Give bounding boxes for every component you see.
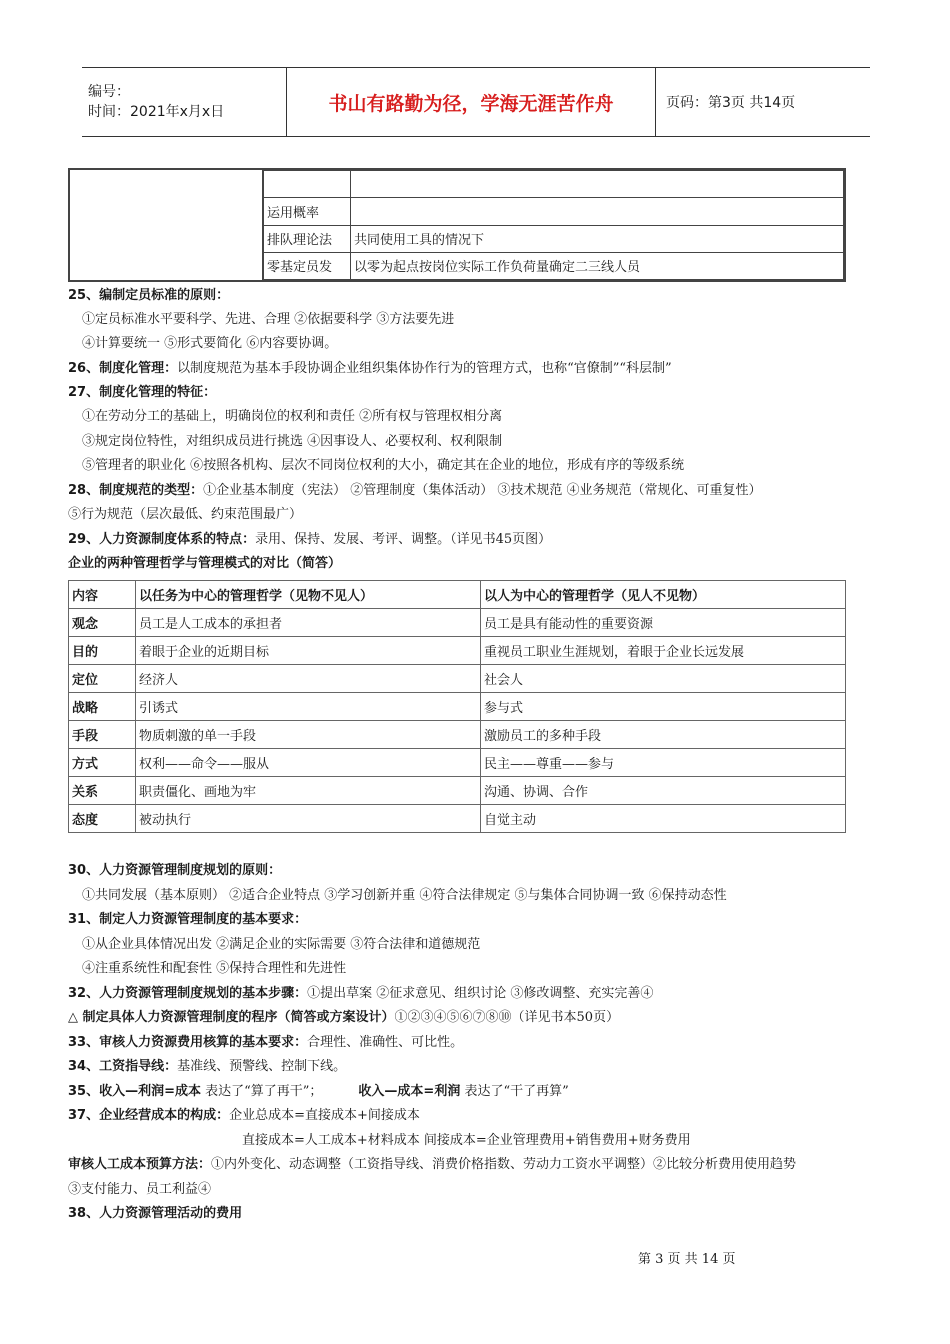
table-header-row — [69, 581, 846, 609]
header-page — [656, 68, 870, 136]
item-27-line3: ⑤管理者的职业化 ⑥按照各机构、层次不同岗位权利的大小，确定其在企业的地位，形成有序的等级系统 — [82, 458, 685, 473]
item-34: 34、工资指导线：基准线、预警线、控制下线。 — [68, 1059, 347, 1074]
table-row: 态度 被动执行 自觉主动 — [69, 805, 846, 833]
item-27-line2: ③规定岗位特性，对组织成员进行挑选 ④因事设人、必要权利、权利限制 — [82, 434, 503, 449]
page-footer: 第 3 页 共 14 页 — [638, 1252, 736, 1267]
staffing-method-table — [68, 168, 846, 282]
item-31-title: 31、制定人力资源管理制度的基本要求： — [68, 912, 308, 927]
item-27-line1: ①在劳动分工的基础上，明确岗位的权利和责任 ②所有权与管理权相分离 — [82, 409, 503, 424]
compare-table-title: 企业的两种管理哲学与管理模式的对比（简答） — [68, 556, 342, 571]
item-25-title: 25、编制定员标准的原则： — [68, 288, 230, 303]
item-33: 33、审核人力资源费用核算的基本要求：合理性、准确性、可比性。 — [68, 1035, 464, 1050]
item-32: 32、人力资源管理制度规划的基本步骤：①提出草案 ②征求意见、组织讨论 ③修改调整、充实完善④ — [68, 986, 654, 1001]
philosophy-compare-table — [68, 580, 846, 833]
table-row — [264, 198, 844, 225]
item-29: 29、人力资源制度体系的特点：录用、保持、发展、考评、调整。（详见书45页图） — [68, 532, 552, 547]
item-35: 35、收入—利润=成本 表达了“算了再干”； 收入—成本=利润 表达了“干了再算” — [68, 1084, 569, 1099]
item-27-title: 27、制度化管理的特征： — [68, 385, 217, 400]
method-desc: 共同使用工具的情况下 — [351, 225, 844, 252]
page-header — [82, 67, 870, 137]
header-left — [82, 68, 287, 136]
table-row: 定位 经济人 社会人 — [69, 665, 846, 693]
header-motto — [287, 68, 656, 136]
date-label: 时间：2021年x月x日 — [88, 104, 225, 120]
table-row — [264, 252, 844, 279]
page-number: 页码：第3页 共14页 — [666, 95, 796, 111]
method-name: 排队理论法 — [264, 225, 351, 252]
method-name — [264, 171, 351, 198]
method-desc — [351, 198, 844, 225]
item-28: 28、制度规范的类型：①企业基本制度（宪法） ②管理制度（集体活动） ③技术规范 ④业务规范（常规化、可重复性） — [68, 483, 762, 498]
table-row: 手段 物质刺激的单一手段 激励员工的多种手段 — [69, 721, 846, 749]
column-header: 内容 — [69, 581, 136, 609]
audit-method-line2: ③支付能力、员工利益④ — [68, 1182, 212, 1197]
method-inner-table — [263, 170, 844, 280]
table-row: 战略 引诱式 参与式 — [69, 693, 846, 721]
table-row: 观念 员工是人工成本的承担者 员工是具有能动性的重要资源 — [69, 609, 846, 637]
item-25-line1: ①定员标准水平要科学、先进、合理 ②依据要科学 ③方法要先进 — [82, 312, 455, 327]
table-row — [264, 171, 844, 198]
column-header: 以任务为中心的管理哲学（见物不见人） — [136, 581, 481, 609]
table-row: 目的 着眼于企业的近期目标 重视员工职业生涯规划，着眼于企业长远发展 — [69, 637, 846, 665]
serial-label: 编号： — [88, 84, 130, 100]
column-header: 以人为中心的管理哲学（见人不见物） — [481, 581, 846, 609]
item-30-title: 30、人力资源管理制度规划的原则： — [68, 863, 282, 878]
table-row: 关系 职责僵化、画地为牢 沟通、协调、合作 — [69, 777, 846, 805]
method-name: 运用概率 — [264, 198, 351, 225]
item-31-line1: ①从企业具体情况出发 ②满足企业的实际需要 ③符合法律和道德规范 — [82, 937, 481, 952]
table-row — [264, 225, 844, 252]
item-37: 37、企业经营成本的构成：企业总成本=直接成本+间接成本 — [68, 1108, 420, 1123]
item-31-line2: ④注重系统性和配套性 ⑤保持合理性和先进性 — [82, 961, 347, 976]
item-38: 38、人力资源管理活动的费用 — [68, 1206, 243, 1221]
item-37-line2: 直接成本=人工成本+材料成本 间接成本=企业管理费用+销售费用+财务费用 — [242, 1133, 691, 1148]
table-row: 方式 权利——命令——服从 民主——尊重——参与 — [69, 749, 846, 777]
item-30-line1: ①共同发展（基本原则） ②适合企业特点 ③学习创新并重 ④符合法律规定 ⑤与集体合同协调一致 ⑥保持动态性 — [82, 888, 727, 903]
method-name: 零基定员发 — [264, 252, 351, 279]
procedure-note: △ 制定具体人力资源管理制度的程序（简答或方案设计）①②③④⑤⑥⑦⑧⑩（详见书本50页） — [68, 1010, 620, 1025]
motto-text: 书山有路勤为径，学海无涯苦作舟 — [328, 92, 614, 115]
item-26: 26、制度化管理：以制度规范为基本手段协调企业组织集体协作行为的管理方式，也称“官僚制”“科层制” — [68, 361, 672, 376]
method-desc — [351, 171, 844, 198]
method-desc: 以零为起点按岗位实际工作负荷量确定二三线人员 — [351, 252, 844, 279]
item-28-line2: ⑤行为规范（层次最低、约束范围最广） — [68, 507, 303, 522]
empty-category-cell — [69, 169, 263, 281]
audit-method: 审核人工成本预算方法：①内外变化、动态调整（工资指导线、消费价格指数、劳动力工资水平调整）②比较分析费用使用趋势 — [68, 1157, 797, 1172]
item-25-line2: ④计算要统一 ⑤形式要简化 ⑥内容要协调。 — [82, 336, 338, 351]
